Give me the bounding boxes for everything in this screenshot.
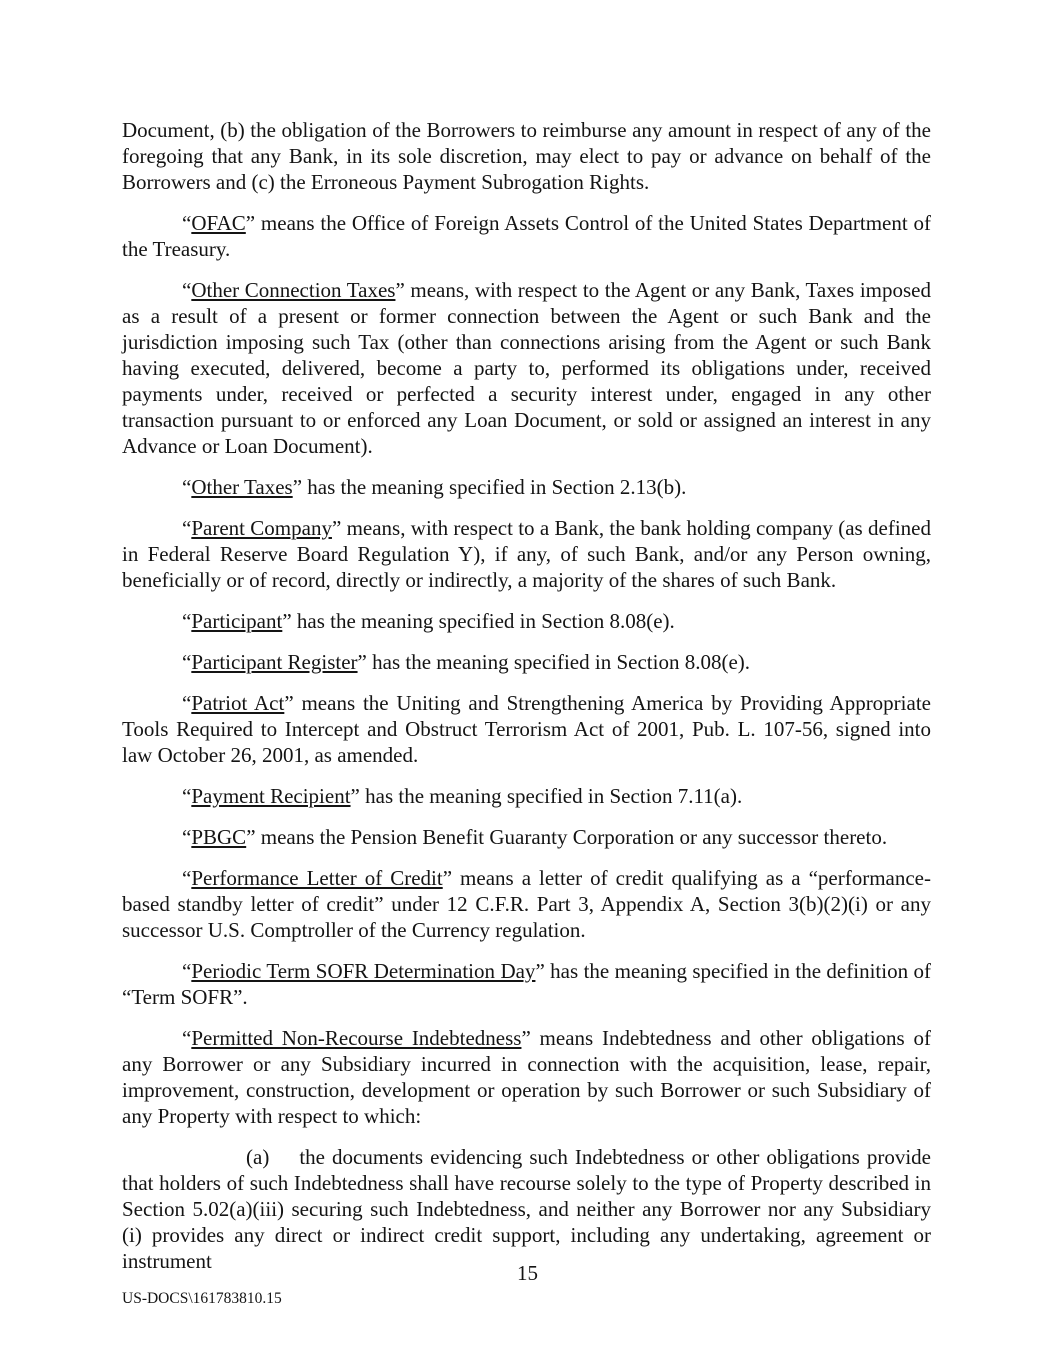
defined-term: Patriot Act (191, 691, 285, 715)
document-body (122, 117, 931, 1289)
definition-paragraph (122, 474, 931, 500)
definition-text: ” means a letter of credit qualifying as a “performance-based standby letter of credit” under 12 C.F.R. Part 3, Appendix A, Section 3(b)(2)(i) or any successor U.S. Comptroller of the Currency regulation. (122, 866, 931, 942)
definition-text: ” means Indebtedness and other obligations of any Borrower or any Subsidiary incurred in connection with the acquisition, lease, repair, improvement, construction, development or operation by such Borrower or such Subsidiary of any Property with respect to which: (122, 1026, 931, 1128)
definition-paragraph (122, 608, 931, 634)
definition-text: ” has the meaning specified in Section 7.11(a). (350, 784, 743, 808)
definition-text: ” means, with respect to the Agent or any Bank, Taxes imposed as a result of a present or former connection between the Agent or such Bank and the jurisdiction imposing such Tax (other than connections arising from the Agent or such Bank having executed, delivered, become a party to, performed its obligations under, received payments under, received or perfected a security interest under, engaged in any other transaction pursuant to or enforced any Loan Document, or sold or assigned an interest in any Advance or Loan Document). (122, 278, 931, 458)
defined-term: Permitted Non-Recourse Indebtedness (191, 1026, 522, 1050)
open-quote-mark: “ (182, 278, 192, 302)
document-id: US-DOCS\161783810.15 (122, 1290, 282, 1307)
clause-a-paragraph (122, 1144, 931, 1274)
open-quote-mark: “ (182, 825, 192, 849)
open-quote-mark: “ (182, 691, 192, 715)
defined-term: Participant Register (191, 650, 358, 674)
page-number: 15 (517, 1261, 538, 1285)
definition-paragraph (122, 277, 931, 459)
defined-term: Parent Company (191, 516, 332, 540)
open-quote-mark: “ (182, 866, 192, 890)
definition-text: ” means the Pension Benefit Guaranty Corporation or any successor thereto. (246, 825, 888, 849)
defined-term: Periodic Term SOFR Determination Day (191, 959, 536, 983)
defined-term: Payment Recipient (191, 784, 351, 808)
definition-text: ” has the meaning specified in Section 8.08(e). (282, 609, 675, 633)
open-quote-mark: “ (182, 609, 192, 633)
definition-text: ” has the meaning specified in Section 2.13(b). (292, 475, 687, 499)
defined-term: Performance Letter of Credit (191, 866, 443, 890)
defined-term: Other Connection Taxes (191, 278, 396, 302)
defined-term: Other Taxes (191, 475, 293, 499)
defined-term: OFAC (191, 211, 246, 235)
definition-text: ” means the Uniting and Strengthening America by Providing Appropriate Tools Required to Intercept and Obstruct Terrorism Act of 2001, Pub. L. 107-56, signed into law October 26, 2001, as amended. (122, 691, 931, 767)
open-quote-mark: “ (182, 650, 192, 674)
open-quote-mark: “ (182, 959, 192, 983)
definition-paragraph (122, 690, 931, 768)
open-quote-mark: “ (182, 1026, 192, 1050)
definition-paragraph (122, 649, 931, 675)
clause-label: (a) (246, 1145, 270, 1169)
open-quote-mark: “ (182, 475, 192, 499)
definition-paragraph (122, 824, 931, 850)
defined-term: Participant (191, 609, 283, 633)
definition-paragraph (122, 210, 931, 262)
continuation-paragraph: Document, (b) the obligation of the Borrowers to reimburse any amount in respect of any of the foregoing that any Bank, in its sole discretion, may elect to pay or advance on behalf of the Borrowers and (c) the Erroneous Payment Subrogation Rights. (122, 118, 931, 194)
definition-paragraph (122, 958, 931, 1010)
definition-text: ” has the meaning specified in Section 8.08(e). (357, 650, 751, 674)
definition-paragraph (122, 865, 931, 943)
open-quote-mark: “ (182, 516, 192, 540)
definition-paragraph (122, 1025, 931, 1129)
defined-term: PBGC (191, 825, 247, 849)
open-quote-mark: “ (182, 211, 192, 235)
definition-text: ” has the meaning specified in the definition of “Term SOFR”. (122, 959, 931, 1009)
open-quote-mark: “ (182, 784, 192, 808)
definition-paragraph (122, 515, 931, 593)
definition-paragraph (122, 783, 931, 809)
clause-text: the documents evidencing such Indebtedness or other obligations provide that holders of such Indebtedness shall have recourse solely to the type of Property described in Section 5.02(a)(iii) securing such Indebtedness, and neither any Borrower nor any Subsidiary (i) provides any direct or indirect credit support, including any undertaking, agreement or instrument (122, 1145, 931, 1273)
definition-text: ” means the Office of Foreign Assets Control of the United States Department of the Treasury. (122, 211, 931, 261)
definition-text: ” means, with respect to a Bank, the bank holding company (as defined in Federal Reserve Board Regulation Y), if any, of such Bank, and/or any Person owning, beneficially or of record, directly or indirectly, a majority of the shares of such Bank. (122, 516, 931, 592)
